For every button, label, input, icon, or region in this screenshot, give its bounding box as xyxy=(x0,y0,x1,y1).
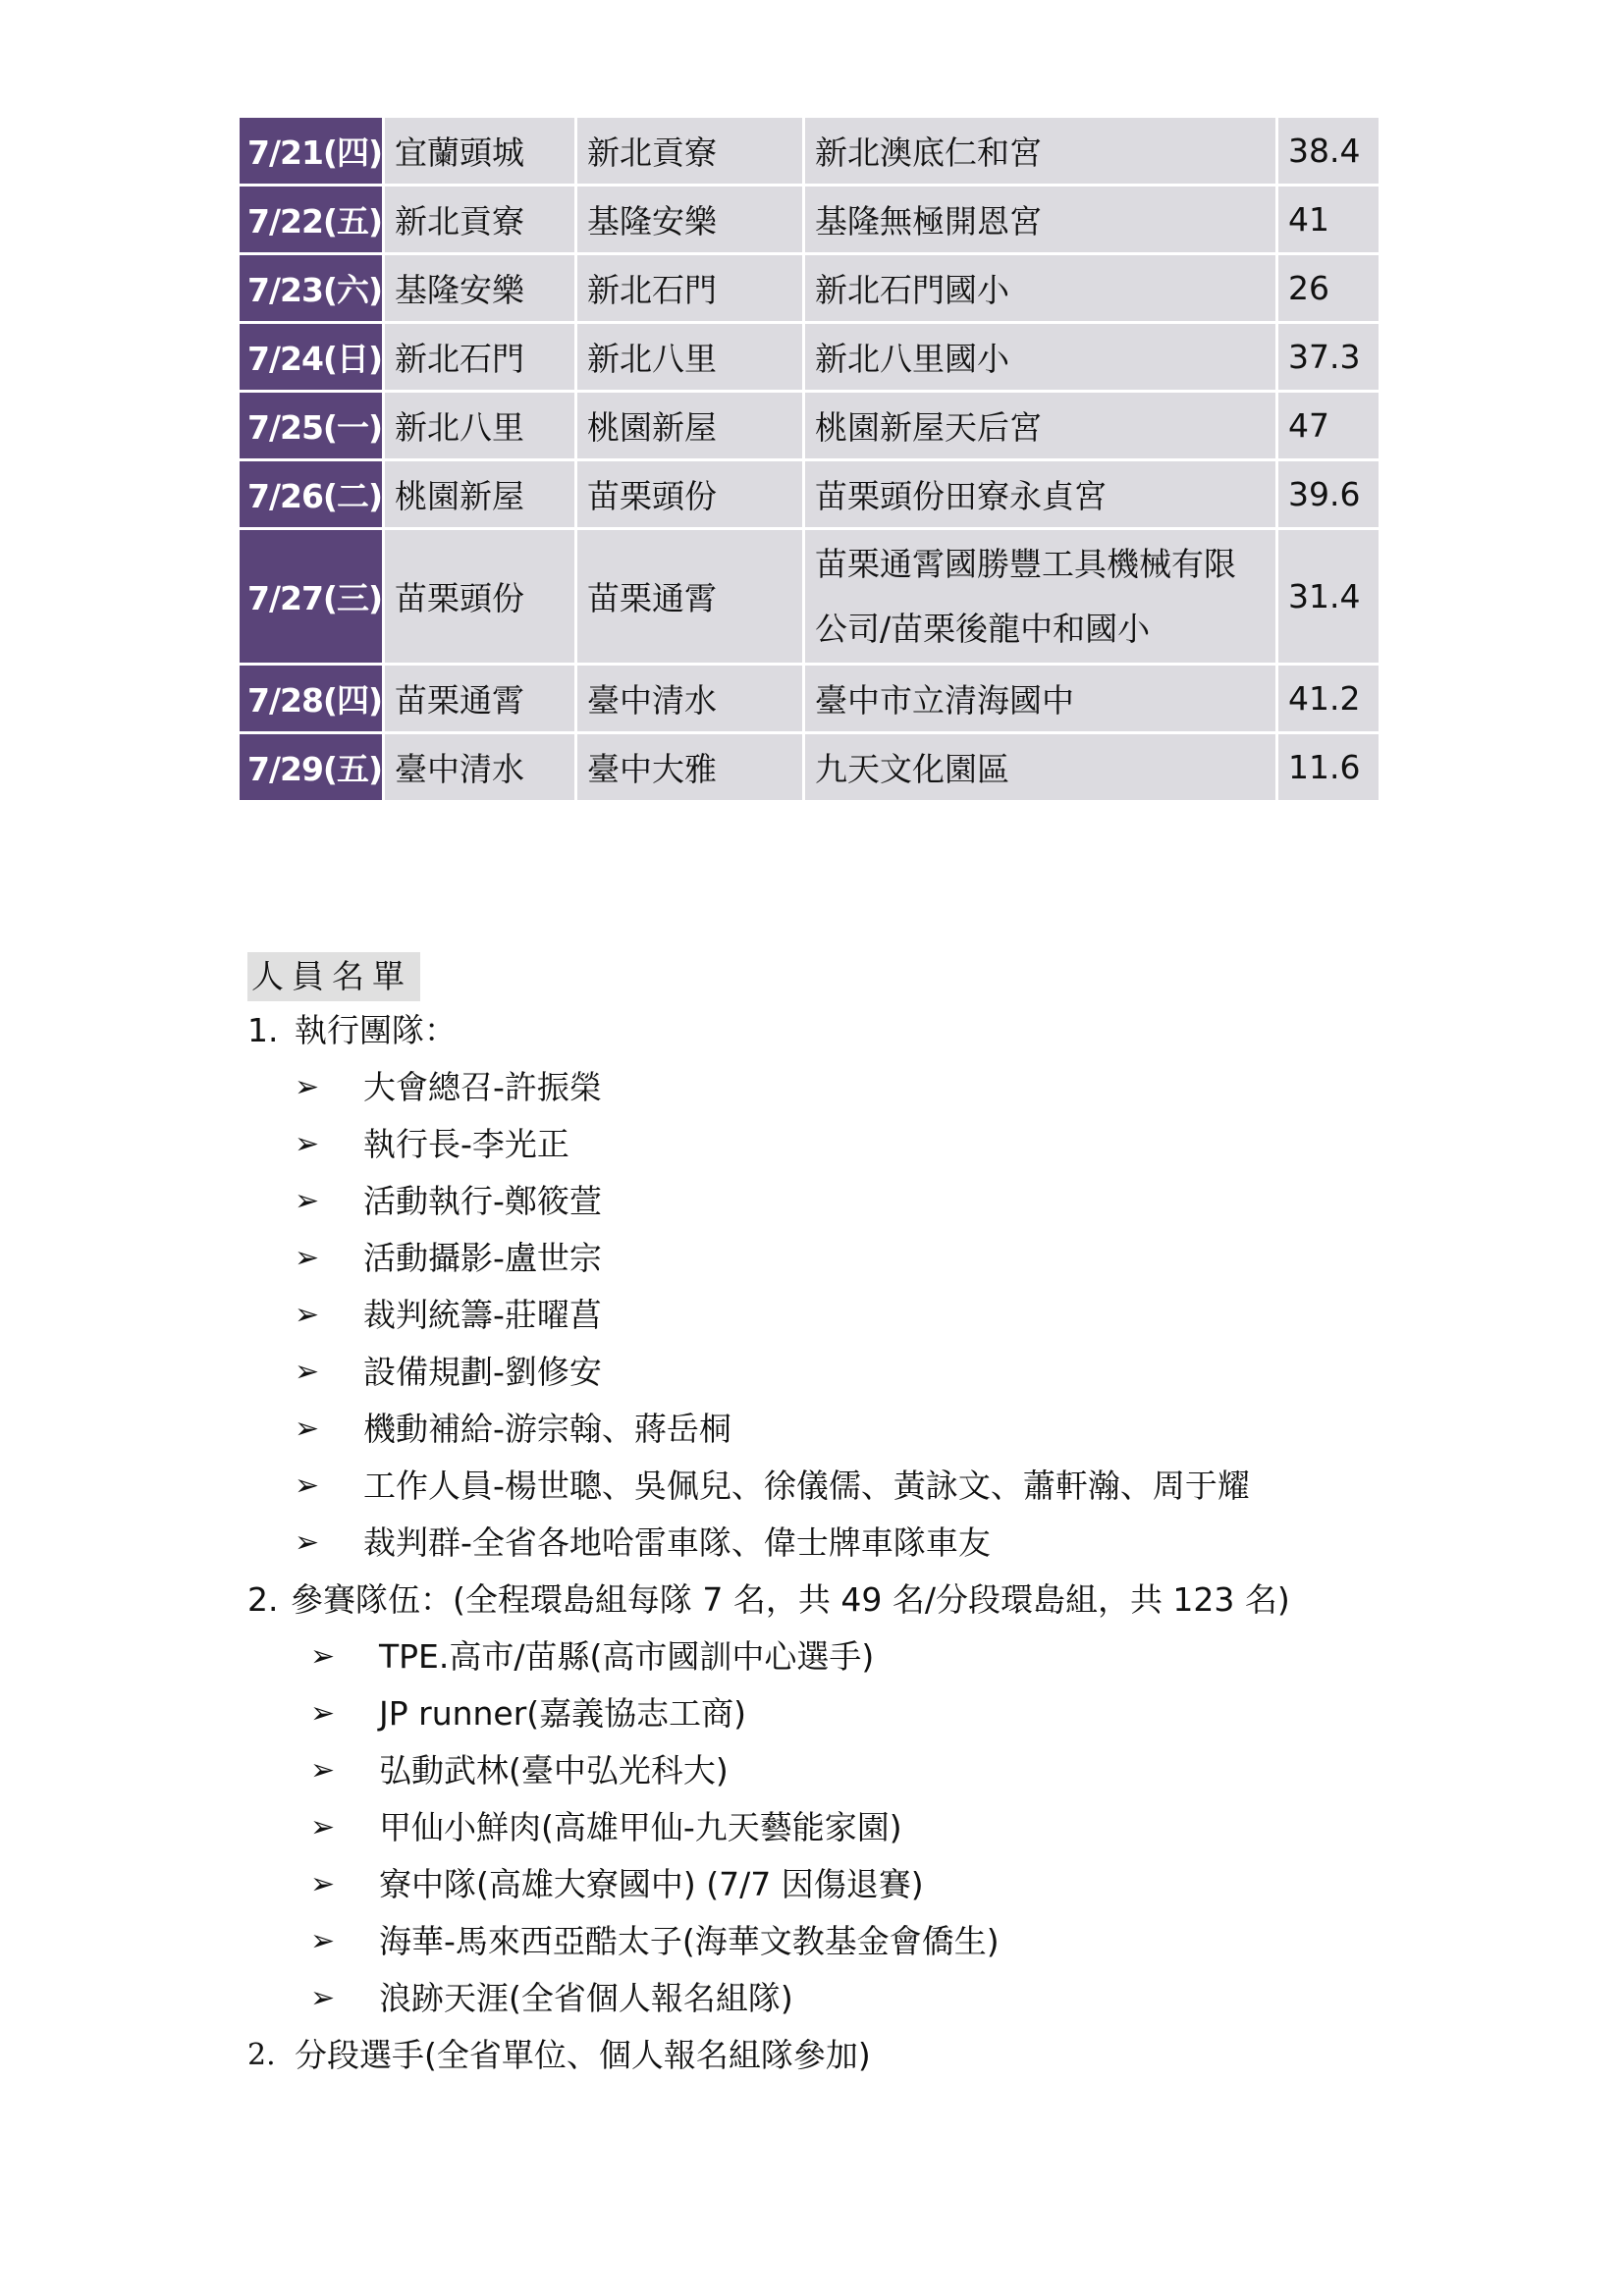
section-number: 2. xyxy=(247,2038,276,2072)
date-cell: 7/24(日) xyxy=(240,324,385,393)
to-cell: 臺中大雅 xyxy=(577,734,805,803)
section-number: 1. xyxy=(247,1011,279,1049)
to-cell: 苗栗通霄 xyxy=(577,530,805,666)
place-line: 苗栗通霄國勝豐工具機械有限 xyxy=(815,544,1236,583)
from-cell: 苗栗通霄 xyxy=(385,666,577,734)
from-cell: 臺中清水 xyxy=(385,734,577,803)
table-row xyxy=(240,666,1379,734)
table-row xyxy=(240,324,1379,393)
arrow-bullet-icon: ➢ xyxy=(310,1924,336,1958)
place-cell: 基隆無極開恩宮 xyxy=(805,187,1278,255)
distance-cell: 26 xyxy=(1278,255,1379,324)
distance-cell: 11.6 xyxy=(1278,734,1379,803)
arrow-bullet-icon: ➢ xyxy=(310,1810,336,1844)
roster-title: 人員名單 xyxy=(247,952,420,1001)
list-item: 海華-馬來西亞酷太子(海華文教基金會僑生) xyxy=(379,1922,1000,1960)
list-item: 機動補給-游宗翰、蔣岳桐 xyxy=(363,1410,731,1448)
place-cell: 臺中市立清海國中 xyxy=(805,666,1278,734)
from-cell: 新北八里 xyxy=(385,393,577,461)
date-cell: 7/22(五) xyxy=(240,187,385,255)
arrow-bullet-icon: ➢ xyxy=(310,1867,336,1901)
date-cell: 7/21(四) xyxy=(240,118,385,187)
arrow-bullet-icon: ➢ xyxy=(295,1070,320,1104)
to-cell: 新北八里 xyxy=(577,324,805,393)
to-cell: 新北石門 xyxy=(577,255,805,324)
from-cell: 基隆安樂 xyxy=(385,255,577,324)
list-item: 大會總召-許振榮 xyxy=(363,1068,602,1106)
section-number: 2. xyxy=(247,1580,279,1619)
arrow-bullet-icon: ➢ xyxy=(295,1184,320,1218)
table-row xyxy=(240,734,1379,803)
from-cell: 苗栗頭份 xyxy=(385,530,577,666)
distance-cell: 38.4 xyxy=(1278,118,1379,187)
distance-cell: 41 xyxy=(1278,187,1379,255)
place-cell xyxy=(805,530,1278,666)
table-row xyxy=(240,118,1379,187)
from-cell: 宜蘭頭城 xyxy=(385,118,577,187)
distance-cell: 41.2 xyxy=(1278,666,1379,734)
list-item: JP runner(嘉義協志工商) xyxy=(379,1694,747,1733)
distance-cell: 37.3 xyxy=(1278,324,1379,393)
place-cell: 新北八里國小 xyxy=(805,324,1278,393)
date-cell: 7/28(四) xyxy=(240,666,385,734)
arrow-bullet-icon: ➢ xyxy=(295,1525,320,1560)
from-cell: 新北貢寮 xyxy=(385,187,577,255)
arrow-bullet-icon: ➢ xyxy=(295,1412,320,1446)
date-cell: 7/26(二) xyxy=(240,461,385,530)
to-cell: 臺中清水 xyxy=(577,666,805,734)
arrow-bullet-icon: ➢ xyxy=(295,1355,320,1389)
section-heading: 參賽隊伍：(全程環島組每隊 7 名，共 49 名/分段環島組，共 123 名) xyxy=(291,1580,1290,1619)
list-item: 裁判統籌-莊曜菖 xyxy=(363,1296,602,1334)
table-row xyxy=(240,461,1379,530)
distance-cell: 31.4 xyxy=(1278,530,1379,666)
distance-cell: 39.6 xyxy=(1278,461,1379,530)
arrow-bullet-icon: ➢ xyxy=(295,1298,320,1332)
to-cell: 新北貢寮 xyxy=(577,118,805,187)
from-cell: 新北石門 xyxy=(385,324,577,393)
list-item: 活動攝影-盧世宗 xyxy=(363,1239,602,1277)
list-item: 浪跡天涯(全省個人報名組隊) xyxy=(379,1979,793,2017)
place-cell: 新北澳底仁和宮 xyxy=(805,118,1278,187)
distance-cell: 47 xyxy=(1278,393,1379,461)
arrow-bullet-icon: ➢ xyxy=(310,1696,336,1731)
section-heading: 分段選手(全省單位、個人報名組隊參加) xyxy=(295,2036,871,2074)
place-cell: 桃園新屋天后宮 xyxy=(805,393,1278,461)
to-cell: 苗栗頭份 xyxy=(577,461,805,530)
arrow-bullet-icon: ➢ xyxy=(310,1753,336,1788)
table-row xyxy=(240,530,1379,666)
place-cell: 苗栗頭份田寮永貞宮 xyxy=(805,461,1278,530)
list-item: 寮中隊(高雄大寮國中) (7/7 因傷退賽) xyxy=(379,1865,924,1903)
from-cell: 桃園新屋 xyxy=(385,461,577,530)
to-cell: 基隆安樂 xyxy=(577,187,805,255)
section-heading: 執行團隊： xyxy=(295,1011,457,1049)
to-cell: 桃園新屋 xyxy=(577,393,805,461)
place-cell: 九天文化園區 xyxy=(805,734,1278,803)
arrow-bullet-icon: ➢ xyxy=(295,1127,320,1161)
schedule-table xyxy=(240,118,1379,803)
date-cell: 7/25(一) xyxy=(240,393,385,461)
table-row xyxy=(240,393,1379,461)
list-item: 設備規劃-劉修安 xyxy=(363,1353,602,1391)
arrow-bullet-icon: ➢ xyxy=(295,1241,320,1275)
date-cell: 7/29(五) xyxy=(240,734,385,803)
list-item: TPE.高市/苗縣(高市國訓中心選手) xyxy=(379,1637,875,1676)
list-item: 執行長-李光正 xyxy=(363,1125,569,1163)
date-cell: 7/27(三) xyxy=(240,530,385,666)
list-item: 甲仙小鮮肉(高雄甲仙-九天藝能家園) xyxy=(379,1808,902,1846)
arrow-bullet-icon: ➢ xyxy=(295,1468,320,1503)
place-cell: 新北石門國小 xyxy=(805,255,1278,324)
list-item: 裁判群-全省各地哈雷車隊、偉士牌車隊車友 xyxy=(363,1523,991,1562)
list-item: 弘動武林(臺中弘光科大) xyxy=(379,1751,729,1789)
arrow-bullet-icon: ➢ xyxy=(310,1981,336,2015)
table-row xyxy=(240,255,1379,324)
list-item: 活動執行-鄭筱萱 xyxy=(363,1182,602,1220)
date-cell: 7/23(六) xyxy=(240,255,385,324)
arrow-bullet-icon: ➢ xyxy=(310,1639,336,1674)
table-row xyxy=(240,187,1379,255)
place-line: 公司/苗栗後龍中和國小 xyxy=(815,609,1151,648)
list-item: 工作人員-楊世聰、吳佩兒、徐儀儒、黃詠文、蕭軒瀚、周于耀 xyxy=(363,1467,1250,1505)
